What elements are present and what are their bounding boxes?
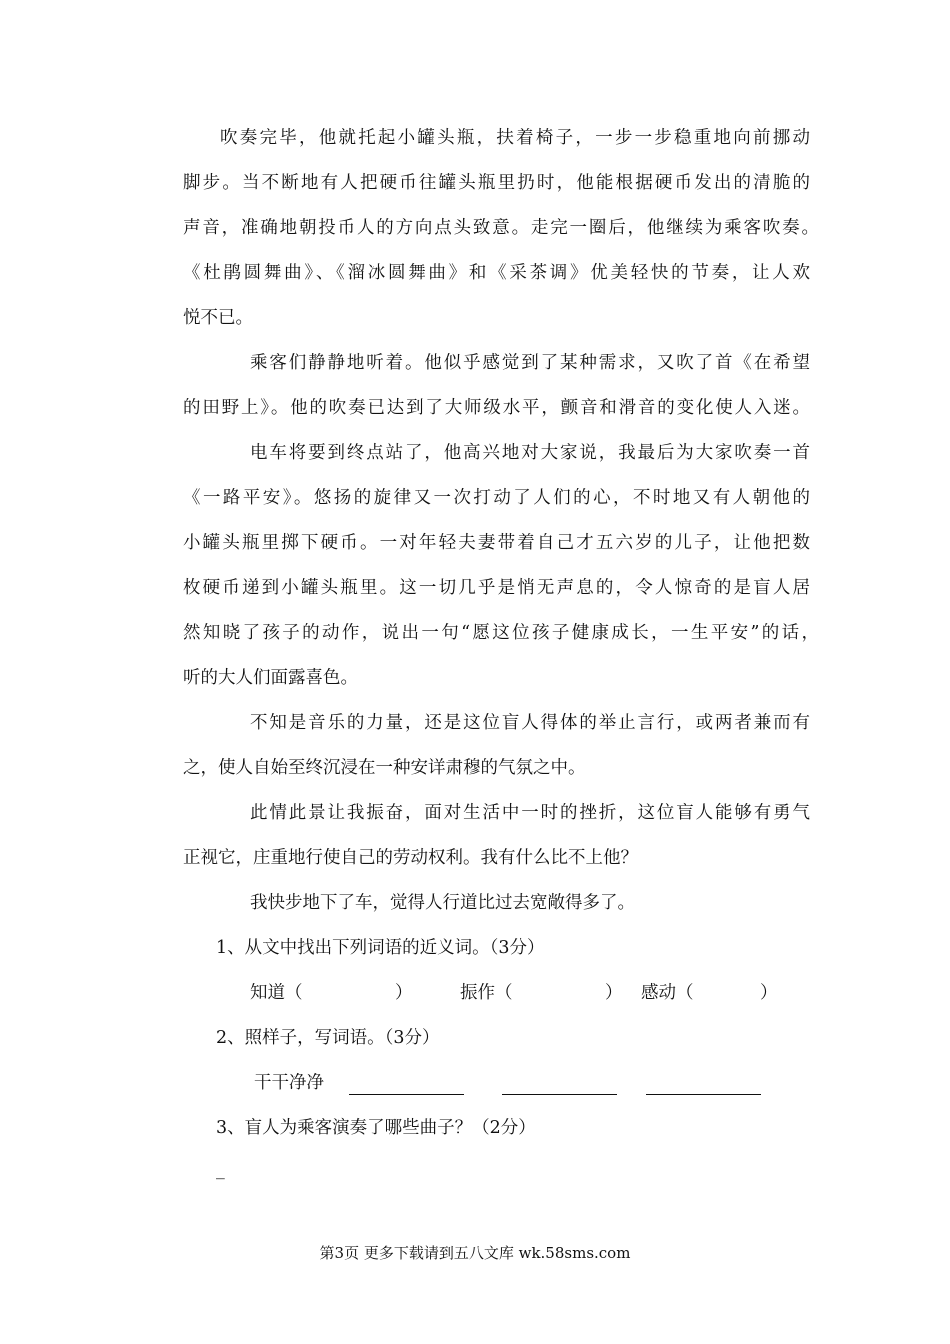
passage-line: 听的大人们面露喜色。 <box>183 668 358 688</box>
q1-close-1: ） <box>395 983 413 1003</box>
page-footer: 第3页 更多下载请到五八文库 wk.58sms.com <box>319 1244 631 1262</box>
passage-line: 枚硬币递到小罐头瓶里。这一切几乎是悄无声息的，令人惊奇的是盲人居 <box>183 578 810 598</box>
passage-line: 悦不已。 <box>183 308 253 328</box>
passage-line: 吹奏完毕，他就托起小罐头瓶，扶着椅子，一步一步稳重地向前挪动 <box>220 128 810 148</box>
passage-line: 电车将要到终点站了，他高兴地对大家说，我最后为大家吹奏一首 <box>250 443 810 463</box>
q2-answer-blank-1[interactable] <box>349 1094 464 1095</box>
passage-line: 脚步。当不断地有人把硬币往罐头瓶里扔时，他能根据硬币发出的清脆的 <box>183 173 810 193</box>
q1-word-3: 感动（ <box>641 983 694 1003</box>
passage-line: 《一路平安》。悠扬的旋律又一次打动了人们的心，不时地又有人朝他的 <box>183 488 810 508</box>
passage-line: 此情此景让我振奋，面对生活中一时的挫折，这位盲人能够有勇气 <box>250 803 810 823</box>
q1-close-2: ） <box>605 983 623 1003</box>
passage-line: 不知是音乐的力量，还是这位盲人得体的举止言行，或两者兼而有 <box>250 713 810 733</box>
q2-answer-blank-2[interactable] <box>502 1094 617 1095</box>
passage-line: 《杜鹃圆舞曲》、《溜冰圆舞曲》和《采茶调》优美轻快的节奏，让人欢 <box>183 263 810 283</box>
passage-line: 声音，准确地朝投币人的方向点头致意。走完一圈后，他继续为乘客吹奏。 <box>183 218 819 238</box>
q1-word-1: 知道（ <box>250 983 303 1003</box>
passage-line: 正视它，庄重地行使自己的劳动权利。我有什么比不上他？ <box>183 848 638 868</box>
question-2-prompt: 2、照样子，写词语。（3分） <box>216 1028 440 1048</box>
passage-line: 之，使人自始至终沉浸在一种安详肃穆的气氛之中。 <box>183 758 586 778</box>
question-1-prompt: 1、从文中找出下列词语的近义词。（3分） <box>216 938 545 958</box>
passage-line: 的田野上》。他的吹奏已达到了大师级水平，颤音和滑音的变化使人入迷。 <box>183 398 810 418</box>
q1-word-2: 振作（ <box>460 983 513 1003</box>
passage-line: 小罐头瓶里掷下硬币。一对年轻夫妻带着自己才五六岁的儿子，让他把数 <box>183 533 810 553</box>
passage-line: 乘客们静静地听着。他似乎感觉到了某种需求，又吹了首《在希望 <box>250 353 810 373</box>
passage-line: 我快步地下了车，觉得人行道比过去宽敞得多了。 <box>250 893 635 913</box>
q2-example: 干干净净 <box>254 1073 324 1093</box>
question-3-prompt: 3、盲人为乘客演奏了哪些曲子？（2分） <box>216 1118 536 1138</box>
q1-close-3: ） <box>760 983 778 1003</box>
q3-answer-line[interactable]: _ <box>216 1160 225 1180</box>
q2-answer-blank-3[interactable] <box>646 1094 761 1095</box>
passage-line: 然知晓了孩子的动作，说出一句“愿这位孩子健康成长，一生平安”的话， <box>183 623 819 643</box>
